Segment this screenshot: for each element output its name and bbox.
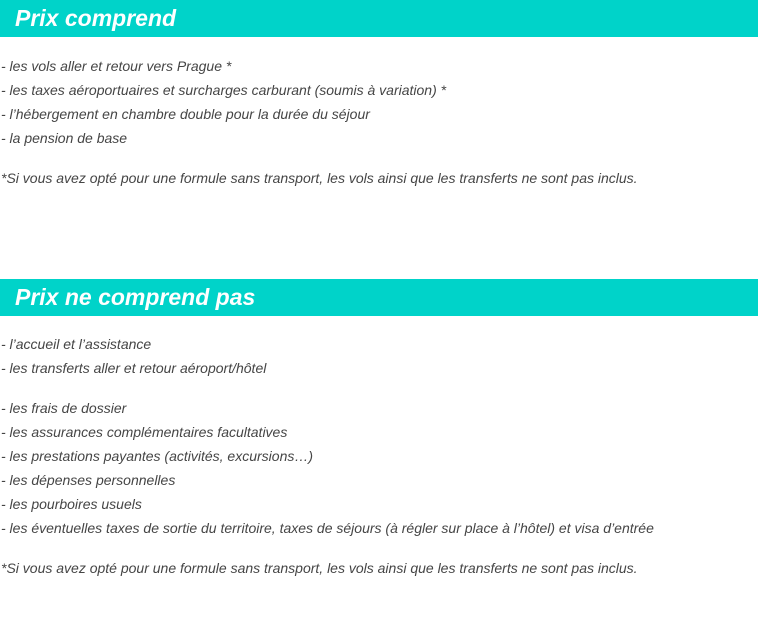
list-item: - les prestations payantes (activités, excursions…) [1, 448, 314, 464]
included-note: *Si vous avez opté pour une formule sans transport, les vols ainsi que les transferts ne sont pas inclus. [1, 170, 638, 186]
included-header: Prix comprend [0, 0, 758, 37]
list-item: - les taxes aéroportuaires et surcharges carburant (soumis à variation) * [1, 82, 447, 98]
list-item: - l’hébergement en chambre double pour la durée du séjour [1, 106, 370, 122]
list-item: - les frais de dossier [1, 400, 127, 416]
list-item: - la pension de base [1, 130, 128, 146]
list-item: - les assurances complémentaires facultatives [1, 424, 288, 440]
list-item: - les transferts aller et retour aéroport/hôtel [1, 360, 267, 376]
list-item: - les vols aller et retour vers Prague * [1, 58, 232, 74]
list-item: - les dépenses personnelles [1, 472, 176, 488]
excluded-note: *Si vous avez opté pour une formule sans transport, les vols ainsi que les transferts ne sont pas inclus. [1, 560, 638, 576]
list-item: - l’accueil et l’assistance [1, 336, 152, 352]
included-list [1, 54, 446, 150]
list-item: - les éventuelles taxes de sortie du territoire, taxes de séjours (à régler sur place à l’hôtel) et visa d’entrée [1, 520, 654, 536]
excluded-list [1, 332, 654, 540]
list-item: - les pourboires usuels [1, 496, 142, 512]
excluded-header: Prix ne comprend pas [0, 279, 758, 316]
